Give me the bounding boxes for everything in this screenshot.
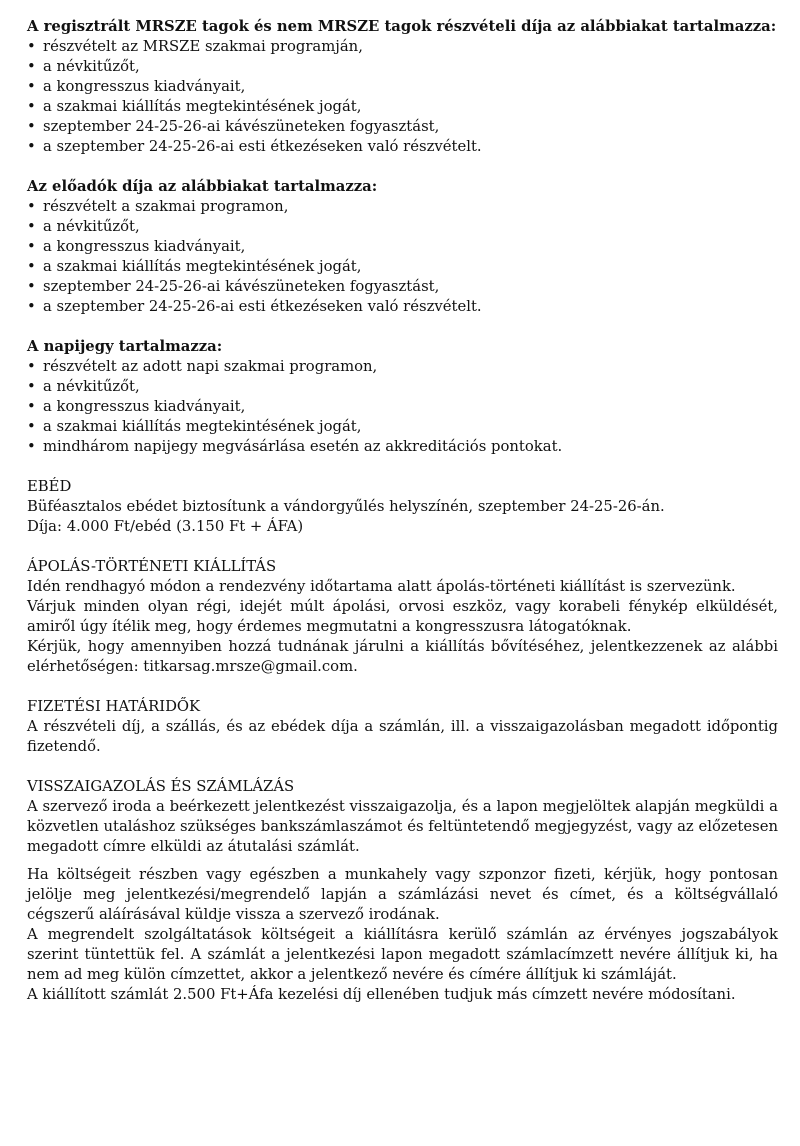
invoicing-heading: VISSZAIGAZOLÁS ÉS SZÁMLÁZÁS (27, 778, 295, 795)
list-item: • szeptember 24-25-26-ai kávészüneteken fogyasztást, (27, 117, 778, 137)
list-item: • a szakmai kiállítás megtekintésének jogát, (27, 97, 778, 117)
invoicing-sponsor: Ha költségeit részben vagy egészben a munkahely vagy szponzor fizeti, kérjük, hogy pontosan jelölje meg jelentkezési/megrendelő lapján a számlázási nevet és címet, és a költségvállaló cégszerű aláírásával küldje vissza a szervező irodának. (27, 866, 778, 923)
list-item: • részvételt az adott napi szakmai programon, (27, 357, 778, 377)
lunch-heading: EBÉD (27, 478, 72, 495)
invoicing-modification: A kiállított számlát 2.500 Ft+Áfa kezelési díj ellenében tudjuk más címzett nevére módosítani. (27, 986, 736, 1003)
speakers-fee-list (27, 197, 778, 317)
list-item: • a névkitűzőt, (27, 377, 778, 397)
list-item: • részvételt az MRSZE szakmai programján, (27, 37, 778, 57)
list-item: • a kongresszus kiadványait, (27, 237, 778, 257)
list-item: • a kongresszus kiadványait, (27, 397, 778, 417)
list-item: • a szeptember 24-25-26-ai esti étkezéseken való részvételt. (27, 137, 778, 157)
list-item: • a névkitűzőt, (27, 57, 778, 77)
list-item: • a szeptember 24-25-26-ai esti étkezéseken való részvételt. (27, 297, 778, 317)
invoicing-confirmation: A szervező iroda a beérkezett jelentkezést visszaigazolja, és a lapon megjelöltek alapján megküldi a közvetlen utaláshoz szükséges bankszámlaszámot és feltüntetendő megjegyzést, vagy az előzetesen megadott címre elküldi az átutalási számlát. (27, 798, 778, 855)
payment-deadlines-section (27, 697, 778, 757)
list-item: • a szakmai kiállítás megtekintésének jogát, (27, 417, 778, 437)
registered-fee-heading: A regisztrált MRSZE tagok és nem MRSZE tagok részvételi díja az alábbiakat tartalmazza: (27, 18, 777, 35)
registered-fee-list (27, 37, 778, 157)
daily-ticket-heading: A napijegy tartalmazza: (27, 338, 223, 355)
daily-ticket-section (27, 337, 778, 457)
speakers-fee-section (27, 177, 778, 317)
invoicing-section (27, 777, 778, 1005)
lunch-description: Büféasztalos ebédet biztosítunk a vándorgyűlés helyszínén, szeptember 24-25-26-án. (27, 498, 665, 515)
exhibition-call: Várjuk minden olyan régi, idejét múlt ápolási, orvosi eszköz, vagy korabeli fénykép elküldését, amiről úgy ítélik meg, hogy érdemes megmutatni a kongresszusra látogatóknak. (27, 598, 778, 635)
payment-deadlines-text: A részvételi díj, a szállás, és az ebédek díja a számlán, ill. a visszaigazolásban megadott időpontig fizetendő. (27, 718, 778, 755)
registered-fee-section (27, 17, 778, 157)
list-item: • a névkitűzőt, (27, 217, 778, 237)
exhibition-contact: Kérjük, hogy amennyiben hozzá tudnának járulni a kiállítás bővítéséhez, jelentkezzenek az alábbi elérhetőségen: titkarsag.mrsze@gmail.com. (27, 638, 778, 675)
list-item: • a kongresszus kiadványait, (27, 77, 778, 97)
lunch-price: Díja: 4.000 Ft/ebéd (3.150 Ft + ÁFA) (27, 518, 304, 535)
list-item: • szeptember 24-25-26-ai kávészüneteken fogyasztást, (27, 277, 778, 297)
daily-ticket-list (27, 357, 778, 457)
payment-deadlines-heading: FIZETÉSI HATÁRIDŐK (27, 698, 201, 715)
invoicing-details: A megrendelt szolgáltatások költségeit a kiállításra kerülő számlán az érvényes jogszabályok szerint tüntettük fel. A számlát a jelentkezési lapon megadott számlacímzett nevére állítjuk ki, ha nem ad meg külön címzettet, akkor a jelentkező nevére és címére állítjuk ki számláját. (27, 926, 778, 983)
speakers-fee-heading: Az előadók díja az alábbiakat tartalmazza: (27, 178, 378, 195)
list-item: • mindhárom napijegy megvásárlása esetén az akkreditációs pontokat. (27, 437, 778, 457)
lunch-section (27, 477, 778, 537)
list-item: • részvételt a szakmai programon, (27, 197, 778, 217)
exhibition-section (27, 557, 778, 677)
exhibition-intro: Idén rendhagyó módon a rendezvény időtartama alatt ápolás-történeti kiállítást is szervezünk. (27, 578, 736, 595)
list-item: • a szakmai kiállítás megtekintésének jogát, (27, 257, 778, 277)
exhibition-heading: ÁPOLÁS-TÖRTÉNETI KIÁLLÍTÁS (27, 558, 277, 575)
